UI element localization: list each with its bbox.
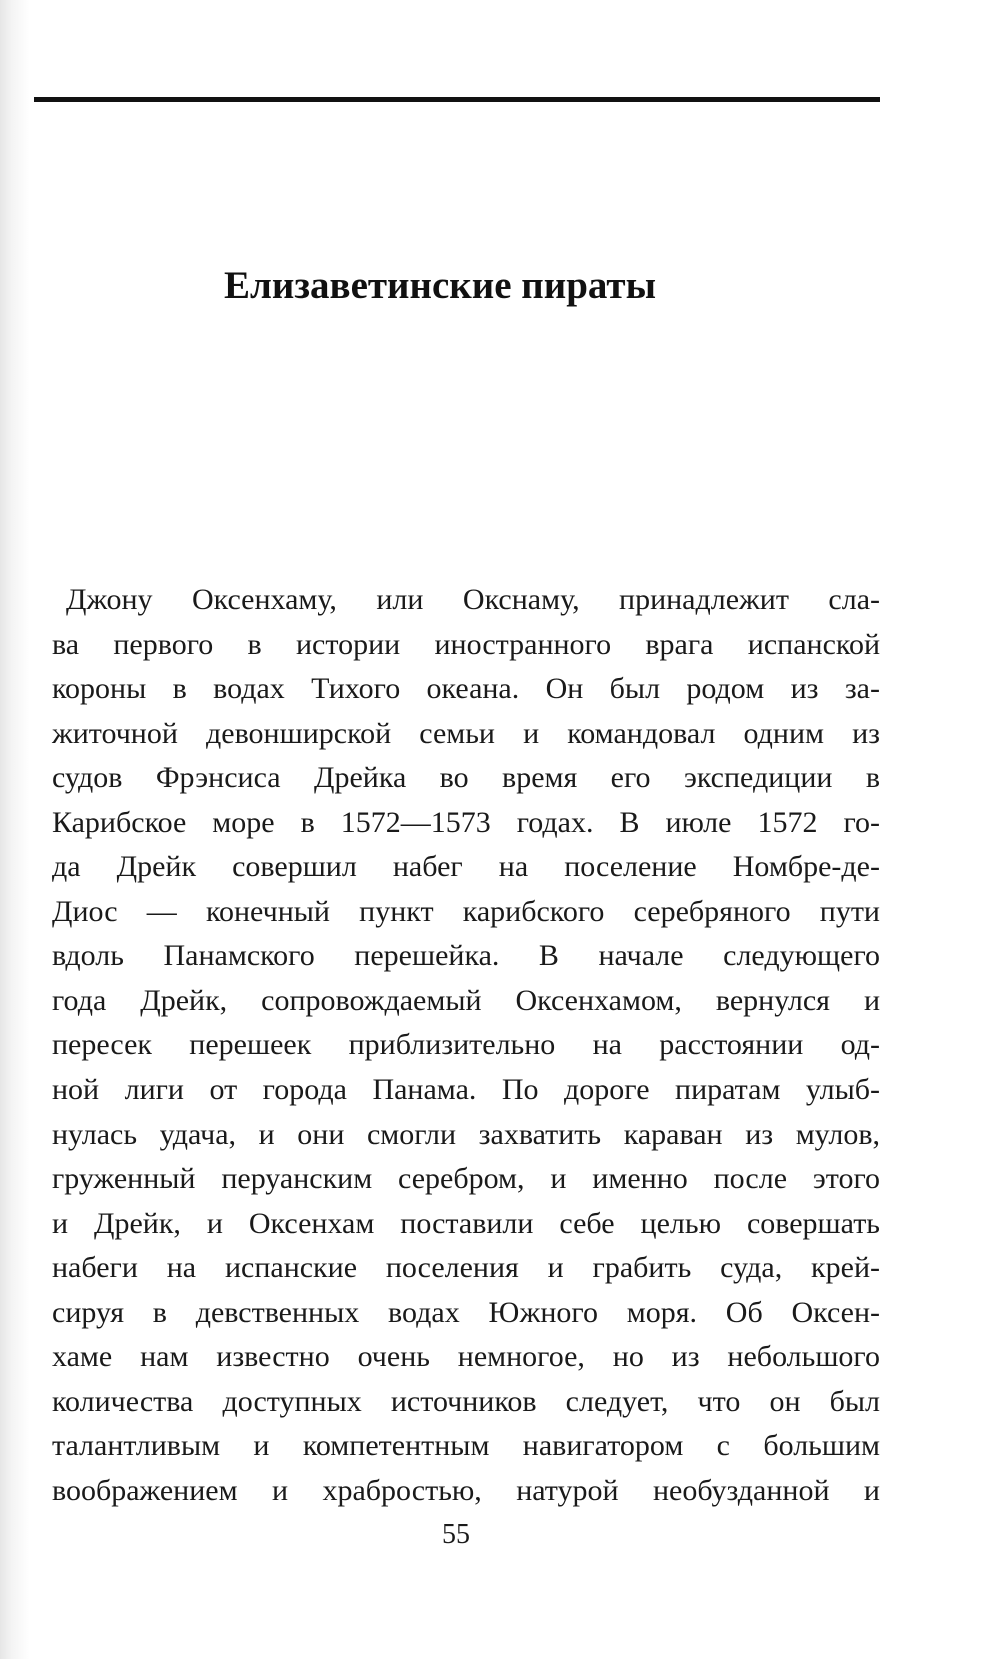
text-line: вдоль Панамского перешейка. В начале следующего	[52, 939, 880, 973]
text-line: Диос — конечный пункт карибского серебряного пути	[52, 894, 880, 928]
text-line: пересек перешеек приблизительно на расстоянии од-	[52, 1028, 880, 1062]
text-line: талантливым и компетентным навигатором с большим	[52, 1429, 880, 1463]
text-line: года Дрейк, сопровождаемый Оксенхамом, вернулся и	[52, 983, 880, 1017]
text-line: и Дрейк, и Оксенхам поставили себе целью совершать	[52, 1206, 880, 1240]
page-number: 55	[442, 1519, 470, 1550]
text-line: да Дрейк совершил набег на поселение Номбре-де-	[52, 850, 880, 884]
text-line: сируя в девственных водах Южного моря. Об Оксен-	[52, 1295, 880, 1329]
text-line: ной лиги от города Панама. По дороге пиратам улыб-	[52, 1073, 880, 1107]
text-line: Джону Оксенхаму, или Окснаму, принадлежит сла-	[66, 583, 880, 616]
body-text	[52, 578, 880, 1513]
header-rule	[34, 97, 880, 102]
text-line: Карибское море в 1572—1573 годах. В июле 1572 го-	[52, 805, 880, 839]
text-line: ва первого в истории иностранного врага испанской	[52, 627, 880, 661]
text-line: набеги на испанские поселения и грабить суда, крей-	[52, 1251, 880, 1285]
chapter-title: Елизаветинские пираты	[223, 264, 657, 307]
text-line: судов Фрэнсиса Дрейка во время его экспедиции в	[52, 761, 880, 795]
text-line: груженный перуанским серебром, и именно после этого	[52, 1162, 880, 1196]
text-line: количества доступных источников следует, что он был	[52, 1384, 880, 1418]
text-line: воображением и храбростью, натурой необузданной и	[52, 1473, 880, 1507]
text-line: житочной девонширской семьи и командовал одним из	[52, 716, 880, 750]
text-line: короны в водах Тихого океана. Он был родом из за-	[52, 672, 880, 706]
text-line: нулась удача, и они смогли захватить караван из мулов,	[52, 1117, 880, 1151]
text-line: хаме нам известно очень немногое, но из небольшого	[52, 1340, 880, 1374]
